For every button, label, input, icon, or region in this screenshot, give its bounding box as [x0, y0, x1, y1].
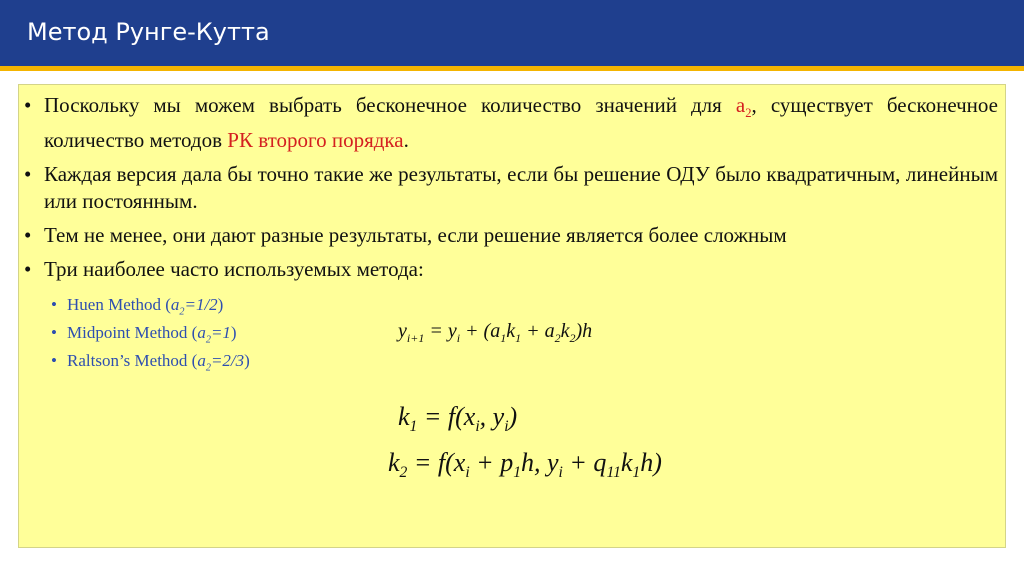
method-item-midpoint: • Midpoint Method $(a_2=1)$	[67, 323, 237, 345]
bullet-1-text-b: , существует бесконечное количество методов	[44, 93, 998, 153]
equation-k2: $k_2 = f(x_i + p_1h$, $y_i + q_{11}k_1h$)	[388, 448, 662, 482]
method-item-ralston: • Raltson’s Method $(a_2=2/3)$	[67, 351, 250, 373]
bullet-item-1	[22, 92, 998, 154]
bullet-1-text-c: .	[403, 128, 409, 153]
bullet-list	[22, 92, 998, 290]
slide-header	[0, 0, 1024, 66]
bullet-item-2: • Каждая версия дала бы точно такие же результаты, если бы решение ОДУ было квадратичным, линейным или постоянным.	[22, 161, 998, 215]
bullet-1-highlight: РК второго порядка	[227, 128, 404, 153]
bullet-item-3: • Тем не менее, они дают разные результаты, если решение является более сложным	[22, 222, 998, 249]
equation-k1: $k_1 = f(x_i$, $y_i$)	[398, 402, 518, 436]
header-accent-line	[0, 66, 1024, 71]
slide-title: Метод Рунге-Кутта	[27, 18, 270, 46]
bullet-item-4: • Три наиболее часто используемых метода:	[22, 256, 998, 283]
method-item-huen: • Huen Method $(a_2=1/2)$	[67, 295, 223, 317]
bullet-1-text-a: Поскольку мы можем выбрать бесконечное количество значений для	[44, 93, 736, 117]
bullet-1-symbol: $a_2$	[735, 93, 752, 121]
equation-y-update: $y_{i+1} = y_i + (a_1k_1 + a_2k_2)h$	[398, 320, 593, 345]
